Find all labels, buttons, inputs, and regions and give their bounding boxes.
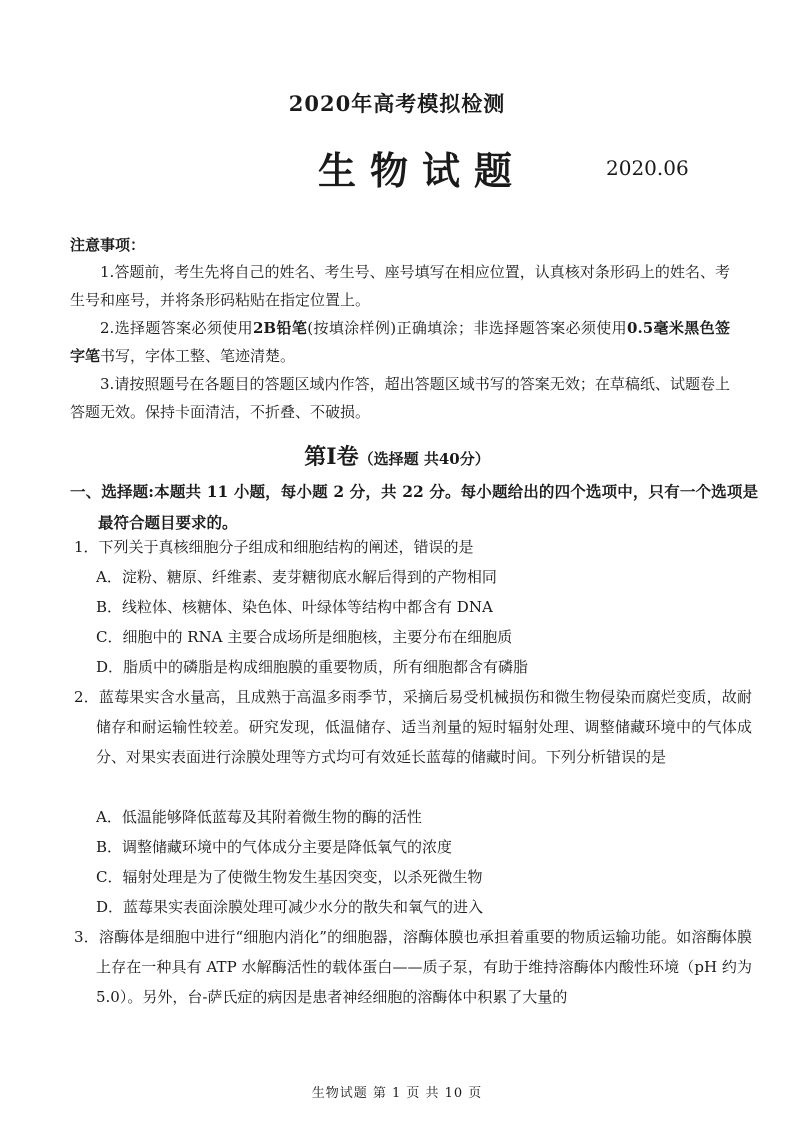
notes-heading: 注意事项： <box>70 236 146 254</box>
question-1-option-d: D．脂质中的磷脂是构成细胞膜的重要物质，所有细胞都含有磷脂 <box>96 658 529 676</box>
exam-date: 2020.06 <box>606 156 689 180</box>
question-1-stem: 1．下列关于真核细胞分子组成和细胞结构的阐述，错误的是 <box>74 538 474 556</box>
section-instruction: 一、选择题:本题共 11 小题，每小题 2 分，共 22 分。每小题给出的四个选项中，只有一个选项是最符合题目要求的。 <box>70 482 758 532</box>
question-1-option-c: C．细胞中的 RNA 主要合成场所是细胞核，主要分布在细胞质 <box>96 628 513 646</box>
exam-title: 2020年高考模拟检测 <box>288 91 506 116</box>
section-heading <box>0 440 794 471</box>
subject-title: 生物试题 <box>318 148 527 193</box>
question-2-option-a: A．低温能够降低蓝莓及其附着微生物的酶的活性 <box>96 808 422 826</box>
note-item-2-pen: 0.5毫米黑色签字笔 <box>70 319 730 365</box>
note-item-3: 3.请按照题号在各题目的答题区域内作答，超出答题区域书写的答案无效；在草稿纸、试题卷上答题无效。保持卡面清洁，不折叠、不破损。 <box>70 375 730 421</box>
question-2-stem: 2．蓝莓果实含水量高，且成熟于高温多雨季节，采摘后易受机械损伤和微生物侵染而腐烂变质，故耐储存和耐运输性较差。研究发现，低温储存、适当剂量的短时辐射处理、调整储藏环境中的气体成分、对果实表面进行涂膜处理等方式均可有效延长蓝莓的储藏时间。下列分析错误的是 <box>74 688 752 766</box>
question-1-option-a: A．淀粉、糖原、纤维素、麦芽糖彻底水解后得到的产物相同 <box>96 568 497 586</box>
question-2-option-c: C．辐射处理是为了使微生物发生基因突变，以杀死微生物 <box>96 868 483 886</box>
page-footer: 生物试题 第 1 页 共 10 页 <box>311 1086 483 1101</box>
question-3-stem: 3．溶酶体是细胞中进行“细胞内消化”的细胞器，溶酶体膜也承担着重要的物质运输功能。如溶酶体膜上存在一种具有 ATP 水解酶活性的载体蛋白——质子泵，有助于维持溶酶体内酸性环境（pH 约为 5.0）。另外，台-萨氏症的病因是患者神经细胞的溶酶体中积累了大量的 <box>74 928 752 1006</box>
note-item-2-text-c: (按填涂样例)正确填涂；非选择题答案必须使用 <box>307 319 628 337</box>
question-2-option-b: B．调整储藏环境中的气体成分主要是降低氧气的浓度 <box>96 838 453 856</box>
note-item-2-pencil: 2B铅笔 <box>253 319 308 337</box>
note-item-2-text-a: 2.选择题答案必须使用 <box>100 319 253 337</box>
section-subtitle: （选择题 共40分） <box>358 450 490 468</box>
note-item-2-text-e: 书写，字体工整、笔迹清楚。 <box>100 347 296 365</box>
note-item-2 <box>70 314 730 370</box>
question-1-option-b: B．线粒体、核糖体、染色体、叶绿体等结构中都含有 DNA <box>96 598 493 616</box>
question-2-option-d: D．蓝莓果实表面涂膜处理可减少水分的散失和氧气的进入 <box>96 898 484 916</box>
note-item-1: 1.答题前，考生先将自己的姓名、考生号、座号填写在相应位置，认真核对条形码上的姓名、考生号和座号，并将条形码粘贴在指定位置上。 <box>70 263 730 309</box>
section-title: 第Ⅰ卷 <box>304 444 359 470</box>
